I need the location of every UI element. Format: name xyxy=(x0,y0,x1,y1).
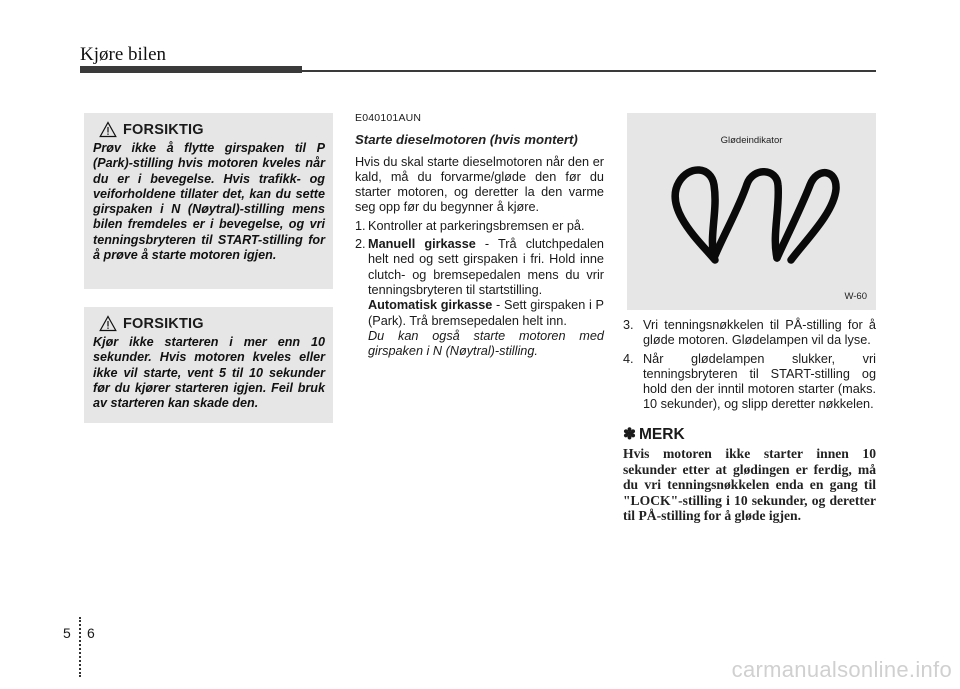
caution-heading xyxy=(99,315,325,332)
note-asterisk-icon: ✽ xyxy=(623,425,636,443)
watermark: carmanualsonline.info xyxy=(731,657,952,682)
caution-box-2 xyxy=(84,307,333,423)
figure-label: Glødeindikator xyxy=(720,135,783,146)
section-code: E040101AUN xyxy=(355,112,422,124)
manual-transmission-label: Manuell girkasse xyxy=(368,237,476,252)
caution-title: FORSIKTIG xyxy=(123,315,204,332)
automatic-transmission-label: Automatisk girkasse xyxy=(368,298,493,313)
header-rule xyxy=(302,70,876,72)
header-bar xyxy=(80,66,302,73)
step-3 xyxy=(623,318,876,349)
step-1 xyxy=(355,219,604,234)
section-intro: Hvis du skal starte dieselmotoren når den er kald, må du forvarme/gløde den før du starter motoren, og deretter la den varme seg opp før du begynner å kjøre. xyxy=(355,154,604,215)
glow-indicator-figure xyxy=(627,113,876,310)
note-title: MERK xyxy=(639,425,685,443)
caution-box-1 xyxy=(84,113,333,289)
page-header-title: Kjøre bilen xyxy=(80,44,167,65)
step-2 xyxy=(355,237,604,359)
caution-body: Kjør ikke starteren i mer enn 10 sekunder. Hvis motoren kveles eller ikke vil starte, vent 5 til 10 sekunder før du kjører starteren igjen. Feil bruk av starteren kan skade den. xyxy=(93,335,325,411)
page-number: 6 xyxy=(87,625,95,641)
step-text: Vri tenningsnøkkelen til PÅ-stilling for å gløde motoren. Glødelampen vil da lyse. xyxy=(643,318,876,348)
step-number: 3. xyxy=(623,318,634,332)
step-number: 4. xyxy=(623,351,634,366)
caution-title: FORSIKTIG xyxy=(123,121,204,138)
steps-continued xyxy=(623,315,876,524)
step-text: Når glødelampen slukker, vri tenningsbryteren til START-stilling og hold den der inntil motoren starter (maks. 10 sekunder), og slipp deretter nøkkelen. xyxy=(643,351,876,412)
warning-triangle-icon xyxy=(99,121,117,138)
automatic-transmission-text: - Sett girspaken i P (Park). Trå bremsepedalen helt inn. xyxy=(368,298,605,328)
section-subtitle: Starte dieselmotoren (hvis montert) xyxy=(355,132,578,148)
glow-plug-coil-icon xyxy=(627,113,876,310)
note-heading xyxy=(623,427,876,442)
caution-body: Prøv ikke å flytte girspaken til P (Park)-stilling hvis motoren kveles når du er i bevegelse. Hvis trafikk- og veiforholdene tillater det, kan du sette girspaken i N (Nøytral)-stilling mens bilen fremdeles er i bevegelse, og vri tenningsbryteren til START-stilling for å prøve å starte motoren igjen. xyxy=(93,141,325,263)
step-4 xyxy=(623,352,876,413)
chapter-number: 5 xyxy=(63,625,71,641)
caution-heading xyxy=(99,121,325,138)
note-body: Hvis motoren ikke starter innen 10 sekunder etter at glødingen er ferdig, må du vri tenningsnøkkelen enda en gang til "LOCK"-stilling i 10 sekunder, og deretter til PÅ-stilling for å gløde igjen. xyxy=(623,446,876,524)
manual-transmission-text: - Trå clutchpedalen helt ned og sett girspaken i fri. Hold inne clutch- og bremsepedalen mens du vrir tenningsbryteren til startstilling. xyxy=(368,237,604,297)
figure-code: W-60 xyxy=(844,291,867,302)
step-2-italic-note: Du kan også starte motoren med girspaken i N (Nøytral)-stilling. xyxy=(368,328,604,359)
diesel-start-section xyxy=(355,111,604,359)
step-number: 1. xyxy=(355,218,366,233)
step-text xyxy=(368,237,604,359)
step-text: Kontroller at parkeringsbremsen er på. xyxy=(368,218,585,233)
page-number-divider xyxy=(79,617,81,677)
step-number: 2. xyxy=(355,237,366,252)
warning-triangle-icon xyxy=(99,315,117,332)
